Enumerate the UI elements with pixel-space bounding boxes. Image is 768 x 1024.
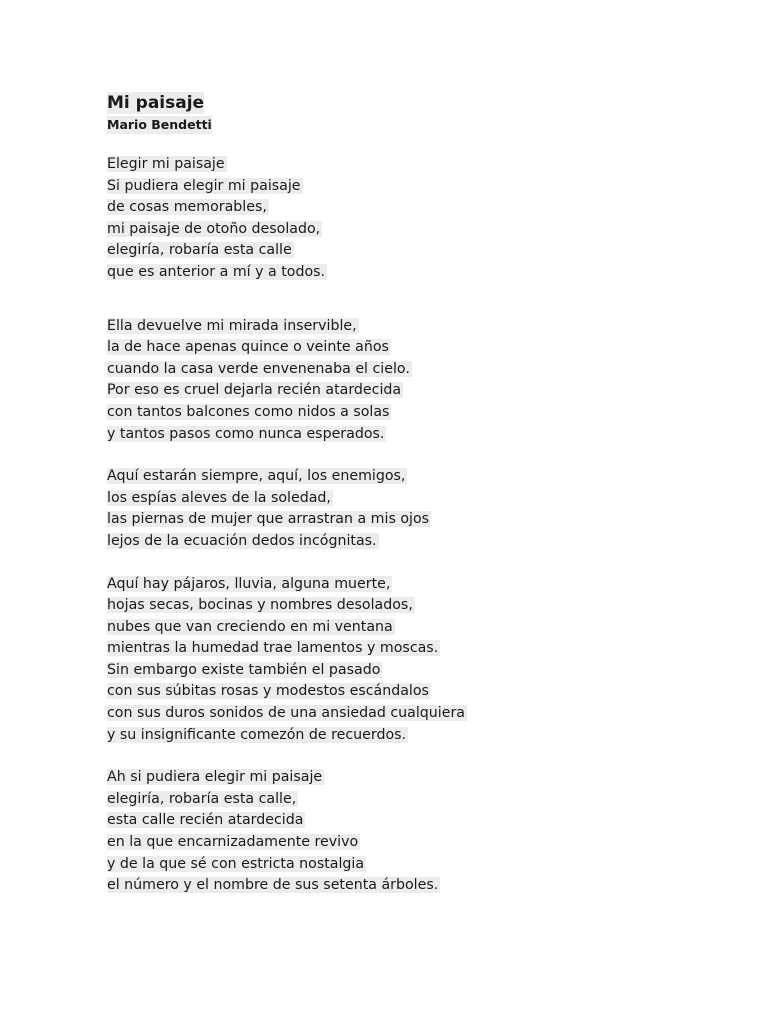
poem-line: y tantos pasos como nunca esperados.: [107, 425, 385, 442]
stanza-1: [107, 154, 727, 284]
poem-line: Ah si pudiera elegir mi paisaje: [107, 769, 323, 786]
poem-line: Elegir mi paisaje: [107, 156, 225, 172]
poem-line: en la que encarnizadamente revivo: [107, 834, 359, 851]
document-page: [107, 92, 727, 897]
poem-line: Sin embargo existe también el pasado: [107, 661, 381, 678]
poem-line: Aquí hay pájaros, lluvia, alguna muerte,: [107, 575, 391, 592]
stanza-4: [107, 574, 727, 747]
poem-line: hojas secas, bocinas y nombres desolados,: [107, 597, 413, 614]
poem-line: elegiría, robaría esta calle,: [107, 790, 297, 807]
poem-line: con sus súbitas rosas y modestos escándalos: [107, 683, 429, 700]
poem-line: las piernas de mujer que arrastran a mis ojos: [107, 511, 430, 528]
poem-line: con sus duros sonidos de una ansiedad cualquiera: [107, 705, 465, 722]
stanza-2: [107, 316, 727, 446]
poem-line: la de hace apenas quince o veinte años: [107, 339, 389, 356]
poem-line: el número y el nombre de sus setenta árboles.: [107, 877, 439, 894]
poem-line: esta calle recién atardecida: [107, 812, 304, 829]
poem-line: lejos de la ecuación dedos incógnitas.: [107, 532, 377, 549]
poem-line: mi paisaje de otoño desolado,: [107, 220, 321, 237]
poem-line: con tantos balcones como nidos a solas: [107, 403, 390, 420]
poem-body: [107, 154, 727, 897]
poem-line: Por eso es cruel dejarla recién atardecida: [107, 382, 402, 399]
poem-author: Mario Bendetti: [107, 117, 212, 132]
poem-line: mientras la humedad trae lamentos y moscas.: [107, 640, 439, 657]
poem-line: los espías aleves de la soledad,: [107, 489, 331, 506]
poem-header: [107, 92, 727, 134]
poem-title: Mi paisaje: [107, 93, 205, 113]
stanza-3: [107, 466, 727, 552]
poem-line: que es anterior a mí y a todos.: [107, 263, 326, 280]
poem-line: Si pudiera elegir mi paisaje: [107, 177, 301, 194]
poem-line: y de la que sé con estricta nostalgia: [107, 855, 365, 872]
poem-line: nubes que van creciendo en mi ventana: [107, 618, 393, 635]
poem-line: cuando la casa verde envenenaba el cielo.: [107, 360, 410, 377]
poem-line: Aquí estarán siempre, aquí, los enemigos,: [107, 468, 406, 485]
stanza-5: [107, 767, 727, 897]
poem-line: elegiría, robaría esta calle: [107, 242, 292, 259]
poem-line: Ella devuelve mi mirada inservible,: [107, 317, 357, 334]
poem-line: y su insignificante comezón de recuerdos.: [107, 726, 407, 743]
poem-line: de cosas memorables,: [107, 199, 267, 216]
